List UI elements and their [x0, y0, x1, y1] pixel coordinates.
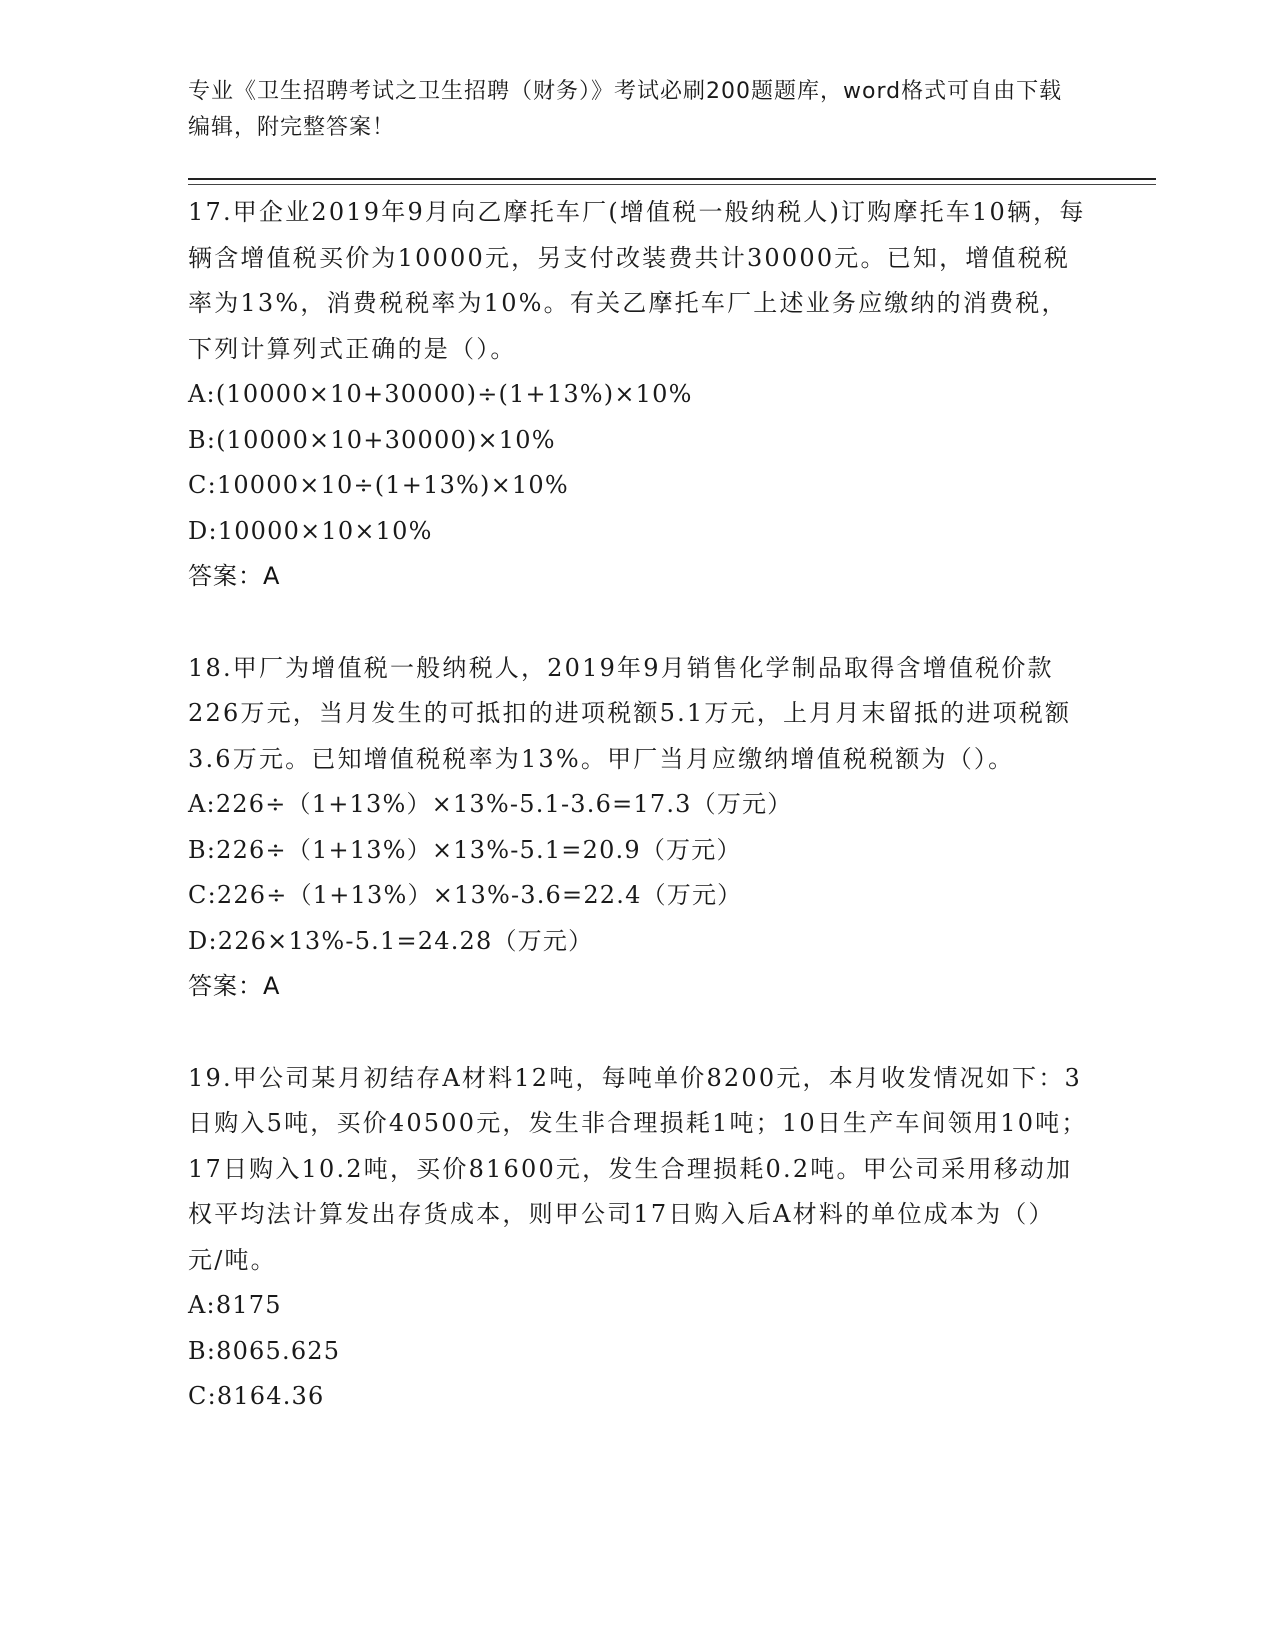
option-d: D:10000×10×10% — [188, 516, 433, 545]
spacer — [188, 600, 1088, 646]
option-a: A:(10000×10+30000)÷(1+13%)×10% — [188, 380, 693, 408]
question-17 — [188, 190, 1088, 600]
question-18 — [188, 646, 1088, 1010]
question-stem: 18.甲厂为增值税一般纳税人，2019年9月销售化学制品取得含增值税价款226万元，当月发生的可抵扣的进项税额5.1万元，上月月末留抵的进项税额3.6万元。已知增值税税率为13%。甲厂当月应缴纳增值税税额为（）。 — [188, 653, 1072, 773]
header-divider-thin — [188, 184, 1156, 185]
option-a: A:226÷（1+13%）×13%-5.1-3.6=17.3（万元） — [188, 790, 793, 818]
header-divider-thick — [188, 178, 1156, 180]
question-stem: 17.甲企业2019年9月向乙摩托车厂(增值税一般纳税人)订购摩托车10辆，每辆含增值税买价为10000元，另支付改装费共计30000元。已知，增值税税率为13%，消费税税率为10%。有关乙摩托车厂上述业务应缴纳的消费税，下列计算列式正确的是（）。 — [188, 198, 1086, 363]
option-c: C:226÷（1+13%）×13%-3.6=22.4（万元） — [188, 881, 743, 909]
option-c: C:8164.36 — [188, 1382, 325, 1410]
option-b: B:8065.625 — [188, 1336, 341, 1365]
option-c: C:10000×10÷(1+13%)×10% — [188, 471, 569, 499]
question-list — [188, 190, 1088, 1420]
spacer — [188, 1010, 1088, 1056]
question-stem: 19.甲公司某月初结存A材料12吨，每吨单价8200元，本月收发情况如下：3日购入5吨，买价40500元，发生非合理损耗1吨；10日生产车间领用10吨；17日购入10.2吨，买价81600元，发生合理损耗0.2吨。甲公司采用移动加权平均法计算发出存货成本，则甲公司17日购入后A材料的单位成本为（）元/吨。 — [188, 1063, 1088, 1274]
option-d: D:226×13%-5.1=24.28（万元） — [188, 926, 594, 955]
question-19 — [188, 1056, 1088, 1420]
option-a: A:8175 — [188, 1291, 282, 1319]
answer-label: 答案：A — [188, 972, 281, 1000]
option-b: B:226÷（1+13%）×13%-5.1=20.9（万元） — [188, 835, 742, 864]
option-b: B:(10000×10+30000)×10% — [188, 425, 556, 454]
page-header: 专业《卫生招聘考试之卫生招聘（财务）》考试必刷200题题库，word格式可自由下载编辑，附完整答案！ — [188, 79, 1063, 140]
answer-label: 答案：A — [188, 562, 281, 590]
